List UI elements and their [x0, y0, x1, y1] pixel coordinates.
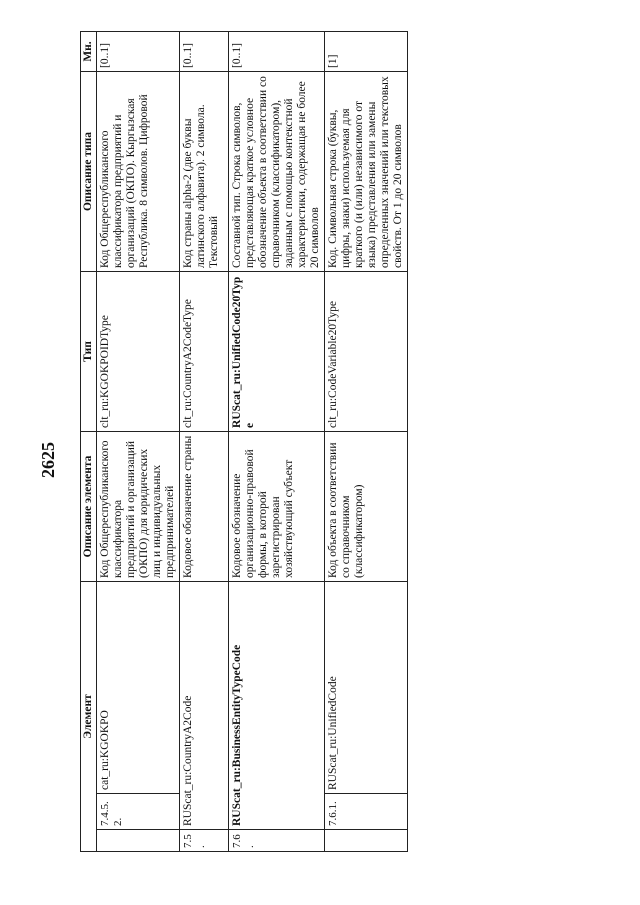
header-element-description: Описание элемента — [81, 431, 97, 581]
type-description: Составной тип. Строка символов, представляющая краткое условное обозначение объекта в соответствии со справочником (классификатором), заданным с помощью контекстной характеристики, содержащая не более 20 символов — [229, 71, 325, 271]
row-number — [325, 830, 408, 852]
table-header-row — [81, 31, 97, 851]
multiplicity: [1] — [325, 31, 408, 71]
header-type: Тип — [81, 271, 97, 431]
header-element: Элемент — [81, 581, 97, 851]
rotated-table-container — [80, 32, 630, 852]
element-description: Код объекта в соответствии со справочником (классификатором) — [325, 431, 408, 581]
header-type-description: Описание типа — [81, 71, 97, 271]
type-description: Код Общереспубликанского классификатора предприятий и организаций (ОКПО). Кыргызская Республика. 8 символов. Цифровой — [97, 71, 180, 271]
element-name-bold: RUScat_ru:BusinessEntityTypeCode — [231, 644, 243, 826]
type-name: clt_ru:KGOKPOIDType — [97, 271, 180, 431]
type-description: Код. Символьная строка (буквы, цифры, знаки) используемая для краткого (и (или) независимого от языка) представления или замены определенных значений или текстовых свойств. От 1 до 20 символов — [325, 71, 408, 271]
table-row — [180, 31, 229, 851]
element-name: RUScat_ru:CountryA2Code — [180, 581, 229, 829]
element-name: cat_ru:KGOKPO — [97, 581, 180, 793]
multiplicity: [0..1] — [180, 31, 229, 71]
type-description: Код страны alpha-2 (две буквы латинского алфавита). 2 символа. Текстовый — [180, 71, 229, 271]
multiplicity: [0..1] — [97, 31, 180, 71]
row-number — [97, 830, 180, 852]
element-description: Кодовое обозначение страны — [180, 431, 229, 581]
table-row — [97, 31, 180, 851]
type-name: clt_ru:CodeVariable20Type — [325, 271, 408, 431]
type-name: RUScat_ru:UnifiedCode20Type — [229, 271, 325, 431]
type-name: clt_ru:CountryA2CodeType — [180, 271, 229, 431]
row-subnumber: 7.6.1. — [325, 794, 408, 830]
page-number: 2625 — [38, 442, 58, 478]
row-number: 7.5. — [180, 830, 229, 852]
row-number: 7.6. — [229, 830, 325, 852]
element-description: Код Общереспубликанского классификатора предприятий и организаций (ОКПО) для юридических лиц и индивидуальных предпринимателей — [97, 431, 180, 581]
element-name — [229, 581, 325, 829]
table-row — [229, 31, 325, 851]
header-multiplicity: Мн. — [81, 31, 97, 71]
elements-table — [80, 31, 408, 852]
table-row — [325, 31, 408, 851]
multiplicity: [0..1] — [229, 31, 325, 71]
row-subnumber: 7.4.5.2. — [97, 794, 180, 830]
element-description: Кодовое обозначение организационно-правовой формы, в которой зарегистрирован хозяйствующий субъект — [229, 431, 325, 581]
element-name: RUScat_ru:UnifiedCode — [325, 581, 408, 793]
